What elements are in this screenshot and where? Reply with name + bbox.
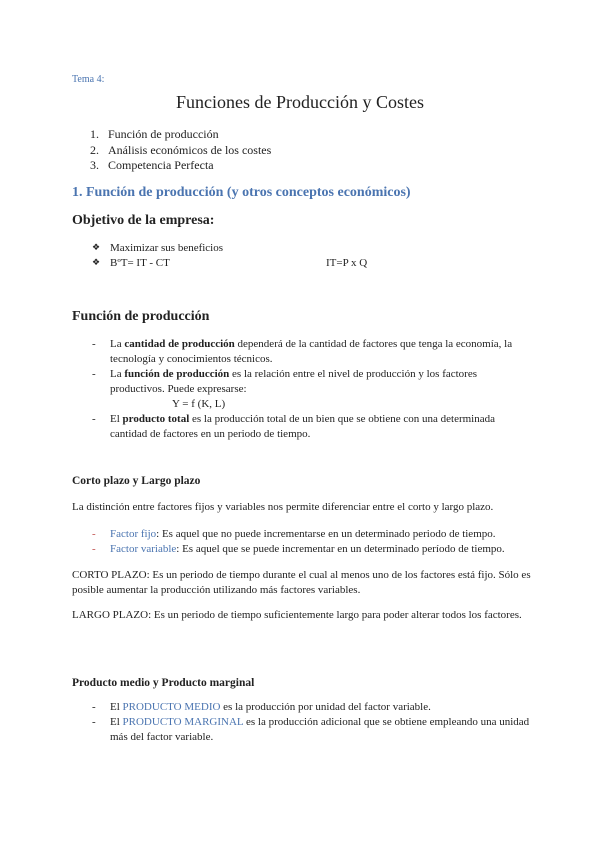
- plazo-intro: La distinción entre factores fijos y variables nos permite diferenciar entre el corto y largo plazo.: [72, 501, 494, 513]
- list-item: [92, 700, 532, 715]
- list-item-text: Factor fijo: Es aquel que no puede incrementarse en un determinado periodo de tiempo.: [110, 528, 496, 540]
- list-item: [92, 241, 412, 256]
- list-item: [92, 542, 532, 557]
- list-item: [92, 527, 532, 542]
- objetivo-heading: Objetivo de la empresa:: [72, 213, 215, 228]
- plazo-heading: Corto plazo y Largo plazo: [72, 475, 201, 487]
- factores-list: [92, 527, 532, 557]
- diamond-bullet-icon: ❖: [92, 258, 101, 268]
- toc-item: [90, 158, 271, 174]
- toc-number: 2.: [90, 142, 99, 157]
- toc-item: [90, 143, 271, 159]
- producto-heading: Producto medio y Producto marginal: [72, 677, 255, 689]
- list-item-text: El PRODUCTO MARGINAL es la producción adicional que se obtiene empleando una unidad más del factor variable.: [110, 716, 530, 743]
- list-item-text: Factor variable: Es aquel que se puede incrementar en un determinado período de tiempo.: [110, 543, 505, 555]
- toc-number: 3.: [90, 158, 99, 172]
- production-equation: Y = f (K, L): [172, 398, 226, 410]
- dash-bullet: -: [92, 338, 96, 350]
- tema-label: Tema 4:: [72, 74, 105, 85]
- list-item-text: El PRODUCTO MEDIO es la producción por unidad del factor variable.: [110, 701, 431, 713]
- list-item-text: La función de producción es la relación entre el nivel de producción y los factores productivos. Puede expresarse: Y = f (K, L): [110, 367, 532, 412]
- page-title: Funciones de Producción y Costes: [176, 92, 424, 112]
- diamond-bullet-icon: ❖: [92, 243, 101, 253]
- corto-plazo-paragraph: CORTO PLAZO: Es un periodo de tiempo durante el cual al menos uno de los factores está fijo. Sólo es posible aumentar la producción utilizando más factores variables.: [72, 569, 531, 596]
- producto-list: [92, 700, 532, 745]
- list-item-text: Maximizar sus beneficios: [110, 242, 224, 254]
- dash-bullet: -: [92, 716, 96, 728]
- largo-plazo-paragraph: LARGO PLAZO: Es un periodo de tiempo suficientemente largo para poder alterar todos los factores.: [72, 609, 522, 621]
- dash-bullet: -: [92, 368, 96, 380]
- dash-bullet: -: [92, 543, 96, 555]
- list-item-text: El producto total es la producción total de un bien que se obtiene con una determinada cantidad de factores en un periodo de tiempo.: [110, 413, 496, 440]
- list-item-text: La cantidad de producción dependerá de la cantidad de factores que tenga la economía, la tecnología y conocimientos técnicos.: [110, 338, 513, 365]
- toc-item: [90, 127, 271, 143]
- funcion-heading: Función de producción: [72, 309, 210, 324]
- toc-number: 1.: [90, 127, 99, 141]
- objetivo-list: [92, 241, 412, 271]
- list-item: [92, 337, 532, 367]
- list-item: [92, 715, 532, 745]
- list-item-text: BºT= IT - CT: [110, 257, 170, 269]
- formula-right: IT=P x Q: [326, 257, 368, 269]
- list-item: [92, 367, 532, 412]
- list-item: [92, 412, 532, 442]
- section-heading: 1. Función de producción (y otros conceptos económicos): [72, 185, 411, 200]
- toc-label: Análisis económicos de los costes: [108, 142, 272, 157]
- toc-label: Competencia Perfecta: [108, 158, 214, 172]
- table-of-contents: [90, 127, 271, 174]
- funcion-list: [92, 337, 532, 442]
- list-item: [92, 256, 412, 271]
- dash-bullet: -: [92, 701, 96, 713]
- dash-bullet: -: [92, 528, 96, 540]
- dash-bullet: -: [92, 413, 96, 425]
- toc-label: Función de producción: [108, 127, 219, 141]
